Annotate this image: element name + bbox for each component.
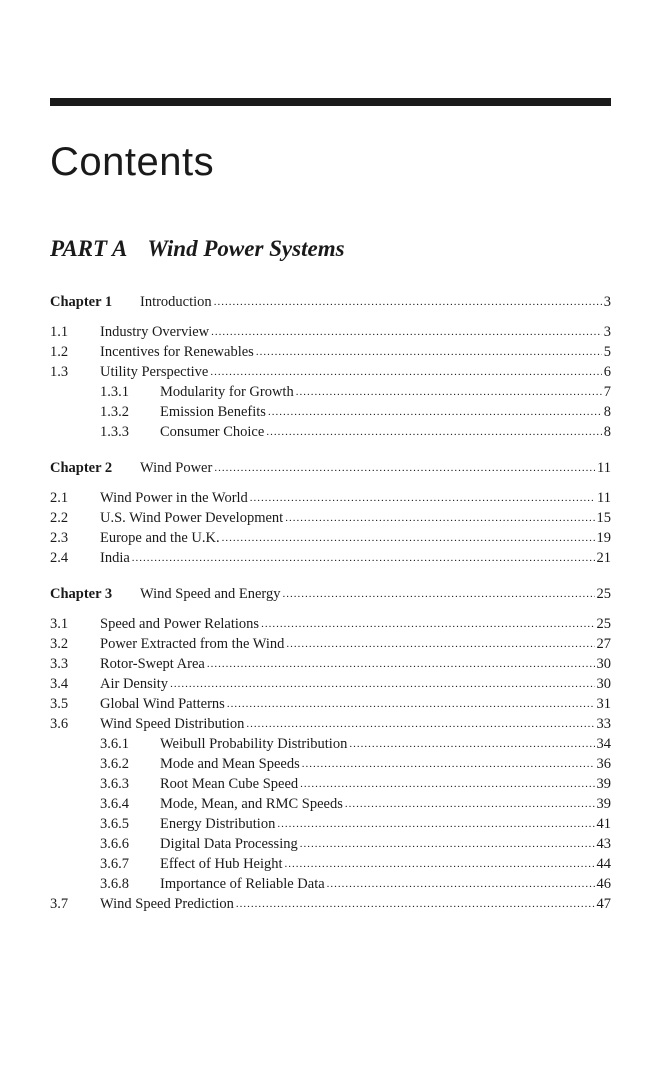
page-number: 7: [603, 384, 611, 400]
entry-number: 1.2: [50, 344, 69, 360]
toc-section-entry[interactable]: [50, 654, 611, 674]
dot-leader: [214, 291, 602, 312]
toc-subsection-entry[interactable]: [50, 794, 611, 814]
toc-subsection-entry[interactable]: [50, 834, 611, 854]
dot-leader: [132, 547, 595, 568]
page-number: 5: [603, 344, 611, 360]
page-number: 34: [596, 736, 611, 752]
entry-number: 2.1: [50, 490, 69, 506]
toc-section-entry[interactable]: [50, 894, 611, 914]
entry-number: 3.7: [50, 896, 69, 912]
entry-number: 3.6.6: [100, 836, 129, 852]
chapter-title: Wind Speed and Energy: [140, 586, 281, 602]
dot-leader: [349, 733, 594, 754]
dot-leader: [214, 457, 595, 478]
dot-leader: [286, 633, 594, 654]
dot-leader: [285, 507, 594, 528]
table-of-contents: [50, 292, 611, 914]
page-number: 11: [597, 490, 611, 506]
dot-leader: [345, 793, 595, 814]
chapter-block: [50, 584, 611, 914]
page-number: 25: [596, 586, 611, 602]
entry-number: 3.5: [50, 696, 69, 712]
entry-title: Digital Data Processing: [160, 836, 298, 852]
page-number: 3: [603, 294, 611, 310]
entry-number: 2.2: [50, 510, 69, 526]
entry-number: 2.3: [50, 530, 69, 546]
entry-number: 3.6.8: [100, 876, 129, 892]
entry-number: 3.6.4: [100, 796, 129, 812]
dot-leader: [256, 341, 602, 362]
entry-title: Speed and Power Relations: [100, 616, 260, 632]
dot-leader: [246, 713, 594, 734]
entry-number: 1.3: [50, 364, 69, 380]
toc-section-entry[interactable]: [50, 362, 611, 382]
toc-subsection-entry[interactable]: [50, 874, 611, 894]
entry-title: India: [100, 550, 130, 566]
entry-title: Energy Distribution: [160, 816, 276, 832]
toc-subsection-entry[interactable]: [50, 774, 611, 794]
dot-leader: [210, 361, 601, 382]
top-rule: [50, 98, 611, 106]
toc-subsection-entry[interactable]: [50, 402, 611, 422]
entry-number: 2.4: [50, 550, 69, 566]
entry-title: U.S. Wind Power Development: [100, 510, 284, 526]
entry-title: Wind Power in the World: [100, 490, 248, 506]
dot-leader: [207, 653, 595, 674]
chapter-block: [50, 458, 611, 568]
entry-title: Mode and Mean Speeds: [160, 756, 300, 772]
entry-title: Air Density: [100, 676, 169, 692]
page-number: 36: [596, 756, 611, 772]
dot-leader: [300, 773, 594, 794]
entry-number: 1.3.2: [100, 404, 129, 420]
toc-subsection-entry[interactable]: [50, 754, 611, 774]
page-number: 8: [603, 424, 611, 440]
dot-leader: [296, 381, 602, 402]
page-number: 30: [596, 676, 611, 692]
toc-section-entry[interactable]: [50, 528, 611, 548]
entry-number: 3.4: [50, 676, 69, 692]
page-number: 47: [596, 896, 611, 912]
entry-number: 3.6.5: [100, 816, 129, 832]
part-label: PART A: [50, 236, 128, 261]
chapter-title: Introduction: [140, 294, 212, 310]
toc-section-entry[interactable]: [50, 714, 611, 734]
toc-section-entry[interactable]: [50, 322, 611, 342]
toc-section-entry[interactable]: [50, 674, 611, 694]
toc-chapter-entry[interactable]: [50, 458, 611, 478]
dot-leader: [261, 613, 594, 634]
dot-leader: [283, 583, 595, 604]
dot-leader: [236, 893, 595, 914]
entry-title: Importance of Reliable Data: [160, 876, 325, 892]
toc-section-entry[interactable]: [50, 508, 611, 528]
entry-number: 3.6.2: [100, 756, 129, 772]
entry-title: Industry Overview: [100, 324, 210, 340]
toc-section-entry[interactable]: [50, 548, 611, 568]
page-number: 11: [597, 460, 611, 476]
entry-number: 3.3: [50, 656, 69, 672]
page-number: 33: [596, 716, 611, 732]
toc-subsection-entry[interactable]: [50, 814, 611, 834]
page-number: 6: [603, 364, 611, 380]
page-number: 21: [596, 550, 611, 566]
entry-title: Power Extracted from the Wind: [100, 636, 285, 652]
chapter-label: Chapter 1: [50, 294, 113, 310]
entry-title: Weibull Probability Distribution: [160, 736, 348, 752]
dot-leader: [302, 753, 595, 774]
toc-subsection-entry[interactable]: [50, 854, 611, 874]
entry-title: Global Wind Patterns: [100, 696, 225, 712]
toc-subsection-entry[interactable]: [50, 422, 611, 442]
entry-number: 1.3.1: [100, 384, 129, 400]
chapter-label: Chapter 3: [50, 586, 113, 602]
chapter-title: Wind Power: [140, 460, 213, 476]
page-number: 25: [596, 616, 611, 632]
page-title: Contents: [50, 140, 215, 184]
dot-leader: [222, 527, 595, 548]
chapter-block: [50, 292, 611, 442]
entry-number: 3.2: [50, 636, 69, 652]
toc-chapter-entry[interactable]: [50, 292, 611, 312]
dot-leader: [227, 693, 595, 714]
toc-subsection-entry[interactable]: [50, 382, 611, 402]
page-number: 8: [603, 404, 611, 420]
dot-leader: [170, 673, 594, 694]
toc-subsection-entry[interactable]: [50, 734, 611, 754]
entry-title: Wind Speed Distribution: [100, 716, 245, 732]
page-number: 27: [596, 636, 611, 652]
entry-number: 3.6.1: [100, 736, 129, 752]
entry-title: Europe and the U.K.: [100, 530, 220, 546]
entry-title: Root Mean Cube Speed: [160, 776, 299, 792]
entry-title: Rotor-Swept Area: [100, 656, 205, 672]
entry-number: 1.1: [50, 324, 69, 340]
entry-number: 3.6.3: [100, 776, 129, 792]
part-heading: [50, 234, 345, 264]
page-number: 39: [596, 796, 611, 812]
entry-title: Wind Speed Prediction: [100, 896, 234, 912]
toc-section-entry[interactable]: [50, 488, 611, 508]
page-number: 44: [596, 856, 611, 872]
page-number: 46: [596, 876, 611, 892]
page-number: 15: [596, 510, 611, 526]
dot-leader: [277, 813, 594, 834]
dot-leader: [268, 401, 602, 422]
entry-title: Effect of Hub Height: [160, 856, 283, 872]
entry-title: Mode, Mean, and RMC Speeds: [160, 796, 343, 812]
toc-section-entry[interactable]: [50, 342, 611, 362]
dot-leader: [285, 853, 595, 874]
page-number: 41: [596, 816, 611, 832]
page-number: 3: [603, 324, 611, 340]
toc-chapter-entry[interactable]: [50, 584, 611, 604]
dot-leader: [211, 321, 602, 342]
entry-title: Modularity for Growth: [160, 384, 294, 400]
dot-leader: [250, 487, 595, 508]
entry-title: Utility Perspective: [100, 364, 209, 380]
dot-leader: [266, 421, 601, 442]
entry-number: 1.3.3: [100, 424, 129, 440]
entry-title: Emission Benefits: [160, 404, 266, 420]
entry-number: 3.6: [50, 716, 69, 732]
entry-title: Consumer Choice: [160, 424, 265, 440]
toc-section-entry[interactable]: [50, 614, 611, 634]
page-number: 43: [596, 836, 611, 852]
dot-leader: [327, 873, 595, 894]
entry-title: Incentives for Renewables: [100, 344, 254, 360]
entry-number: 3.1: [50, 616, 69, 632]
part-title: Wind Power Systems: [147, 236, 345, 261]
toc-section-entry[interactable]: [50, 634, 611, 654]
chapter-label: Chapter 2: [50, 460, 113, 476]
page-number: 39: [596, 776, 611, 792]
page-number: 19: [596, 530, 611, 546]
toc-section-entry[interactable]: [50, 694, 611, 714]
entry-number: 3.6.7: [100, 856, 129, 872]
page-number: 30: [596, 656, 611, 672]
page-number: 31: [596, 696, 611, 712]
dot-leader: [300, 833, 595, 854]
